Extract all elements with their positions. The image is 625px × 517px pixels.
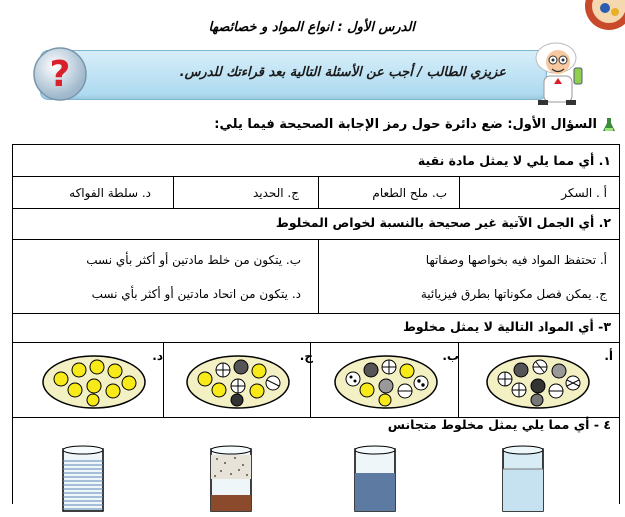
q3-options-row — [13, 342, 619, 418]
q3-plate-c[interactable] — [183, 353, 293, 411]
question-mark-icon — [32, 46, 88, 102]
q3-label-d[interactable]: د. — [152, 349, 163, 363]
q4-beaker-c[interactable] — [209, 443, 253, 513]
q4-beaker-d[interactable] — [61, 443, 105, 513]
svg-text:?: ? — [49, 54, 71, 95]
banner-text: عزيزي الطالب / أجب عن الأسئلة التالية بعد قراءتك للدرس. — [179, 65, 506, 80]
q2-option-b[interactable]: ب. يتكون من خلط مادتين أو أكثر بأي نسب — [86, 253, 301, 267]
q4-beaker-a[interactable] — [501, 443, 545, 513]
q4-title: ٤ - أي مما يلي يمثل مخلوط متجانس — [387, 417, 611, 432]
q3-plate-a[interactable] — [483, 353, 593, 411]
q4-beaker-b[interactable] — [353, 443, 397, 513]
q1-title: ١. أي مما يلي لا يمثل مادة نقية — [417, 153, 611, 168]
q2-title: ٢. أي الجمل الآتية غير صحيحة بالنسبة لخواص المخلوط — [275, 215, 611, 230]
q1-option-c[interactable]: ج. الحديد — [252, 186, 299, 200]
q3-label-b[interactable]: ب. — [442, 349, 459, 363]
q3-plate-b[interactable] — [331, 353, 441, 411]
q3-title: ٣- أي المواد التالية لا يمثل مخلوط — [402, 319, 611, 334]
scientist-icon — [530, 38, 590, 108]
q1-option-d[interactable]: د. سلطة الفواكه — [69, 186, 151, 200]
q2-option-d[interactable]: د. يتكون من اتحاد مادتين أو أكثر بأي نسب — [91, 287, 301, 301]
question-one-heading — [214, 117, 615, 132]
q1-options-row — [13, 176, 619, 209]
questions-table — [12, 144, 620, 504]
flask-icon — [603, 118, 615, 132]
lesson-title: الدرس الأول : انواع المواد و خصائصها — [208, 20, 415, 35]
q2-option-c[interactable]: ج. يمكن فصل مكوناتها بطرق فيزيائية — [420, 287, 607, 301]
q1-option-b[interactable]: ب. ملح الطعام — [372, 186, 447, 200]
q2-options-row — [13, 239, 619, 314]
q3-plate-d[interactable] — [39, 353, 149, 411]
question-one-heading-text: السؤال الأول: ضع دائرة حول رمز الإجابة الصحيحة فيما يلي: — [214, 117, 597, 132]
q2-option-a[interactable]: أ. تحتفظ المواد فيه بخواصها وصفاتها — [425, 253, 607, 267]
q1-option-a[interactable]: أ . السكر — [561, 186, 607, 200]
instruction-banner — [40, 50, 547, 100]
q3-label-c[interactable]: ج. — [299, 349, 313, 363]
q4-options-row — [13, 437, 619, 517]
q3-label-a[interactable]: أ. — [604, 349, 613, 363]
